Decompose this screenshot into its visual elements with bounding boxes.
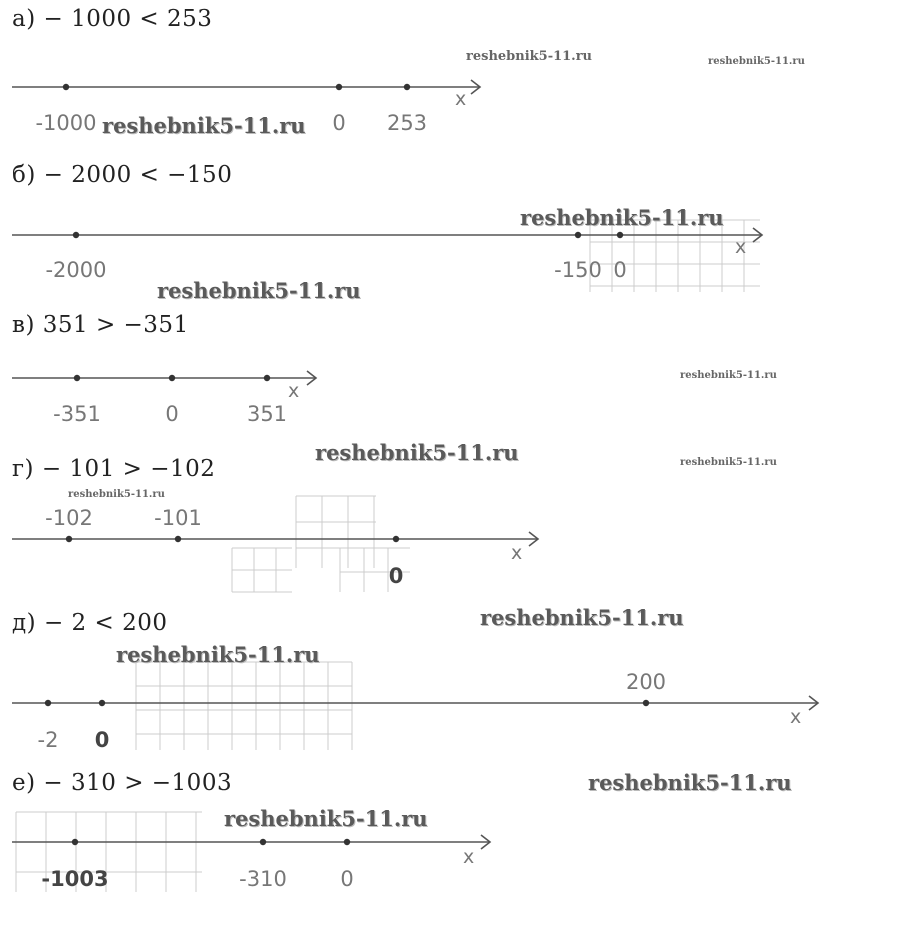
point-label: -2000 (45, 258, 107, 282)
problem-g-heading (12, 456, 215, 482)
problem-d-expression: − 2 < 200 (43, 610, 168, 636)
point-label: -1000 (35, 111, 97, 135)
point-label: -351 (53, 402, 101, 426)
watermark: reshebnik5-11.ru (315, 440, 519, 465)
watermark: reshebnik5-11.ru (68, 489, 165, 500)
point-dot (617, 232, 623, 238)
watermark: reshebnik5-11.ru (157, 278, 361, 303)
problem-d-label: д) (12, 610, 37, 636)
watermark: reshebnik5-11.ru (466, 49, 593, 64)
point-dot (63, 84, 69, 90)
point-label: -1003 (41, 867, 109, 891)
point-dot (264, 375, 270, 381)
problem-v-label: в) (12, 312, 35, 338)
watermark: reshebnik5-11.ru (680, 370, 777, 381)
problem-e-label: е) (12, 770, 36, 796)
point-label: -150 (554, 258, 602, 282)
point-dot (99, 700, 105, 706)
watermark: reshebnik5-11.ru (224, 806, 428, 831)
problem-e-heading (12, 770, 232, 796)
point-dot (74, 375, 80, 381)
problem-a-label: а) (12, 6, 36, 32)
point-dot (175, 536, 181, 542)
problem-b-expression: − 2000 < −150 (43, 162, 233, 188)
point-dot (393, 536, 399, 542)
axis-x-label: x (735, 236, 747, 258)
point-label: -2 (37, 728, 59, 752)
problem-d-heading (12, 610, 167, 636)
point-dot (404, 84, 410, 90)
watermark: reshebnik5-11.ru (708, 56, 805, 67)
point-dot (73, 232, 79, 238)
watermark: reshebnik5-11.ru (116, 642, 320, 667)
point-dot (45, 700, 51, 706)
point-dot (169, 375, 175, 381)
point-dot (260, 839, 266, 845)
point-label: 0 (332, 111, 346, 135)
watermark: reshebnik5-11.ru (588, 770, 792, 795)
point-dot (336, 84, 342, 90)
problem-a-heading (12, 6, 212, 32)
problem-e-expression: − 310 > −1003 (43, 770, 233, 796)
point-label: 0 (388, 564, 404, 588)
axis-x-label: x (790, 706, 802, 728)
point-dot (643, 700, 649, 706)
point-label: 0 (94, 728, 110, 752)
problem-a-expression: − 1000 < 253 (43, 6, 213, 32)
problem-g-expression: − 101 > −102 (41, 456, 216, 482)
point-label: 0 (340, 867, 354, 891)
watermark: reshebnik5-11.ru (480, 605, 684, 630)
point-dot (344, 839, 350, 845)
problem-b-label: б) (12, 162, 36, 188)
point-label: 253 (386, 111, 428, 135)
point-dot (575, 232, 581, 238)
point-label: -102 (45, 506, 93, 530)
point-label: 0 (613, 258, 627, 282)
problem-g-label: г) (12, 456, 35, 482)
problem-v-expression: 351 > −351 (42, 312, 189, 338)
axis-x-label: x (463, 846, 475, 868)
point-label: 0 (165, 402, 179, 426)
point-label: -310 (239, 867, 287, 891)
point-label: 351 (246, 402, 288, 426)
watermark: reshebnik5-11.ru (520, 205, 724, 230)
point-dot (66, 536, 72, 542)
point-label: 200 (625, 670, 667, 694)
problem-b-heading (12, 162, 232, 188)
axis-x-label: x (288, 380, 300, 402)
watermark: reshebnik5-11.ru (102, 113, 306, 138)
point-dot (72, 839, 78, 845)
axis-x-label: x (455, 88, 467, 110)
problem-v-heading (12, 312, 189, 338)
axis-x-label: x (511, 542, 523, 564)
watermark: reshebnik5-11.ru (680, 457, 777, 468)
point-label: -101 (154, 506, 202, 530)
